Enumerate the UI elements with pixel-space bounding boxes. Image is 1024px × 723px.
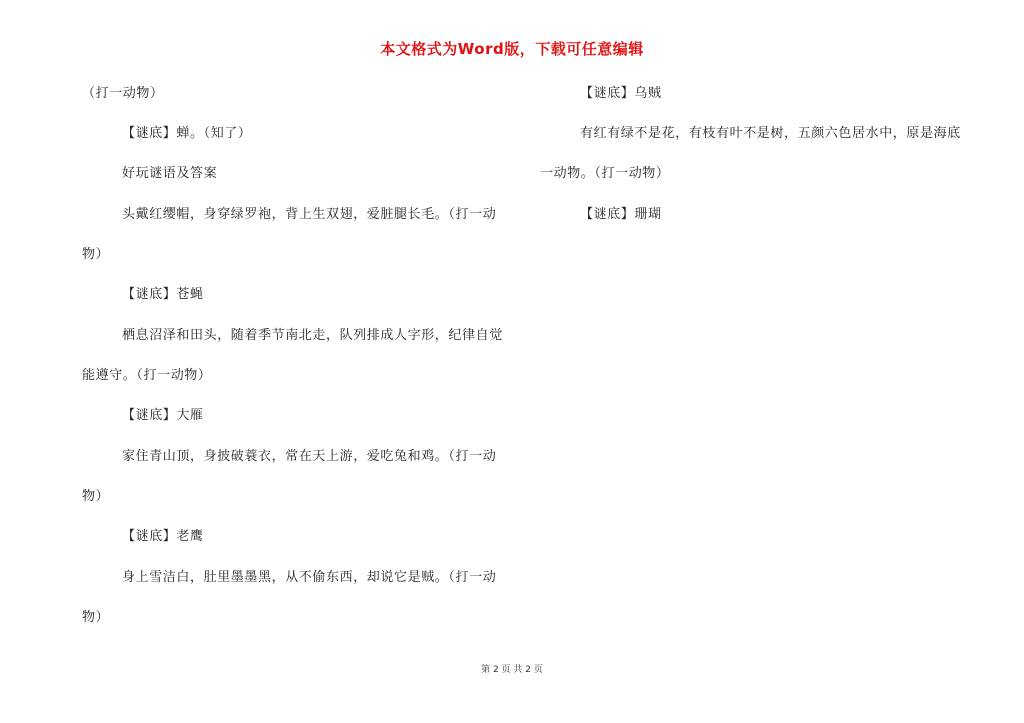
riddle-text: 身上雪洁白，肚里墨墨黑，从不偷东西，却说它是贼。（打一动 [122, 570, 497, 585]
text-line: 物） [82, 610, 110, 625]
page-footer: 第 2 页 共 2 页 [481, 665, 543, 675]
riddle-text: 栖息沼泽和田头，随着季节南北走，队列排成人字形，纪律自觉 [122, 328, 503, 343]
riddle-text: 头戴红缨帽，身穿绿罗袍，背上生双翅，爱脏腿长毛。（打一动 [122, 207, 497, 222]
text-line: 能遵守。（打一动物） [82, 368, 212, 383]
right-column [520, 0, 1024, 660]
text-line: 物） [82, 247, 110, 262]
section-heading: 好玩谜语及答案 [122, 166, 218, 181]
text-line: （打一动物） [82, 86, 164, 101]
text-line: 一动物。（打一动物） [540, 166, 670, 181]
left-column [0, 0, 520, 660]
riddle-answer: 【谜底】蝉。（知了） [122, 126, 252, 141]
riddle-answer: 【谜底】珊瑚 [580, 207, 662, 222]
text-line: 物） [82, 489, 110, 504]
riddle-text: 有红有绿不是花，有枝有叶不是树，五颜六色居水中，原是海底 [580, 126, 961, 141]
riddle-text: 家住青山顶，身披破蓑衣，常在天上游，爱吃兔和鸡。（打一动 [122, 449, 497, 464]
page-header-title: 本文格式为Word版，下载可任意编辑 [380, 40, 644, 58]
riddle-answer: 【谜底】苍蝇 [122, 287, 204, 302]
riddle-answer: 【谜底】老鹰 [122, 529, 204, 544]
riddle-answer: 【谜底】大雁 [122, 408, 204, 423]
riddle-answer: 【谜底】乌贼 [580, 86, 662, 101]
